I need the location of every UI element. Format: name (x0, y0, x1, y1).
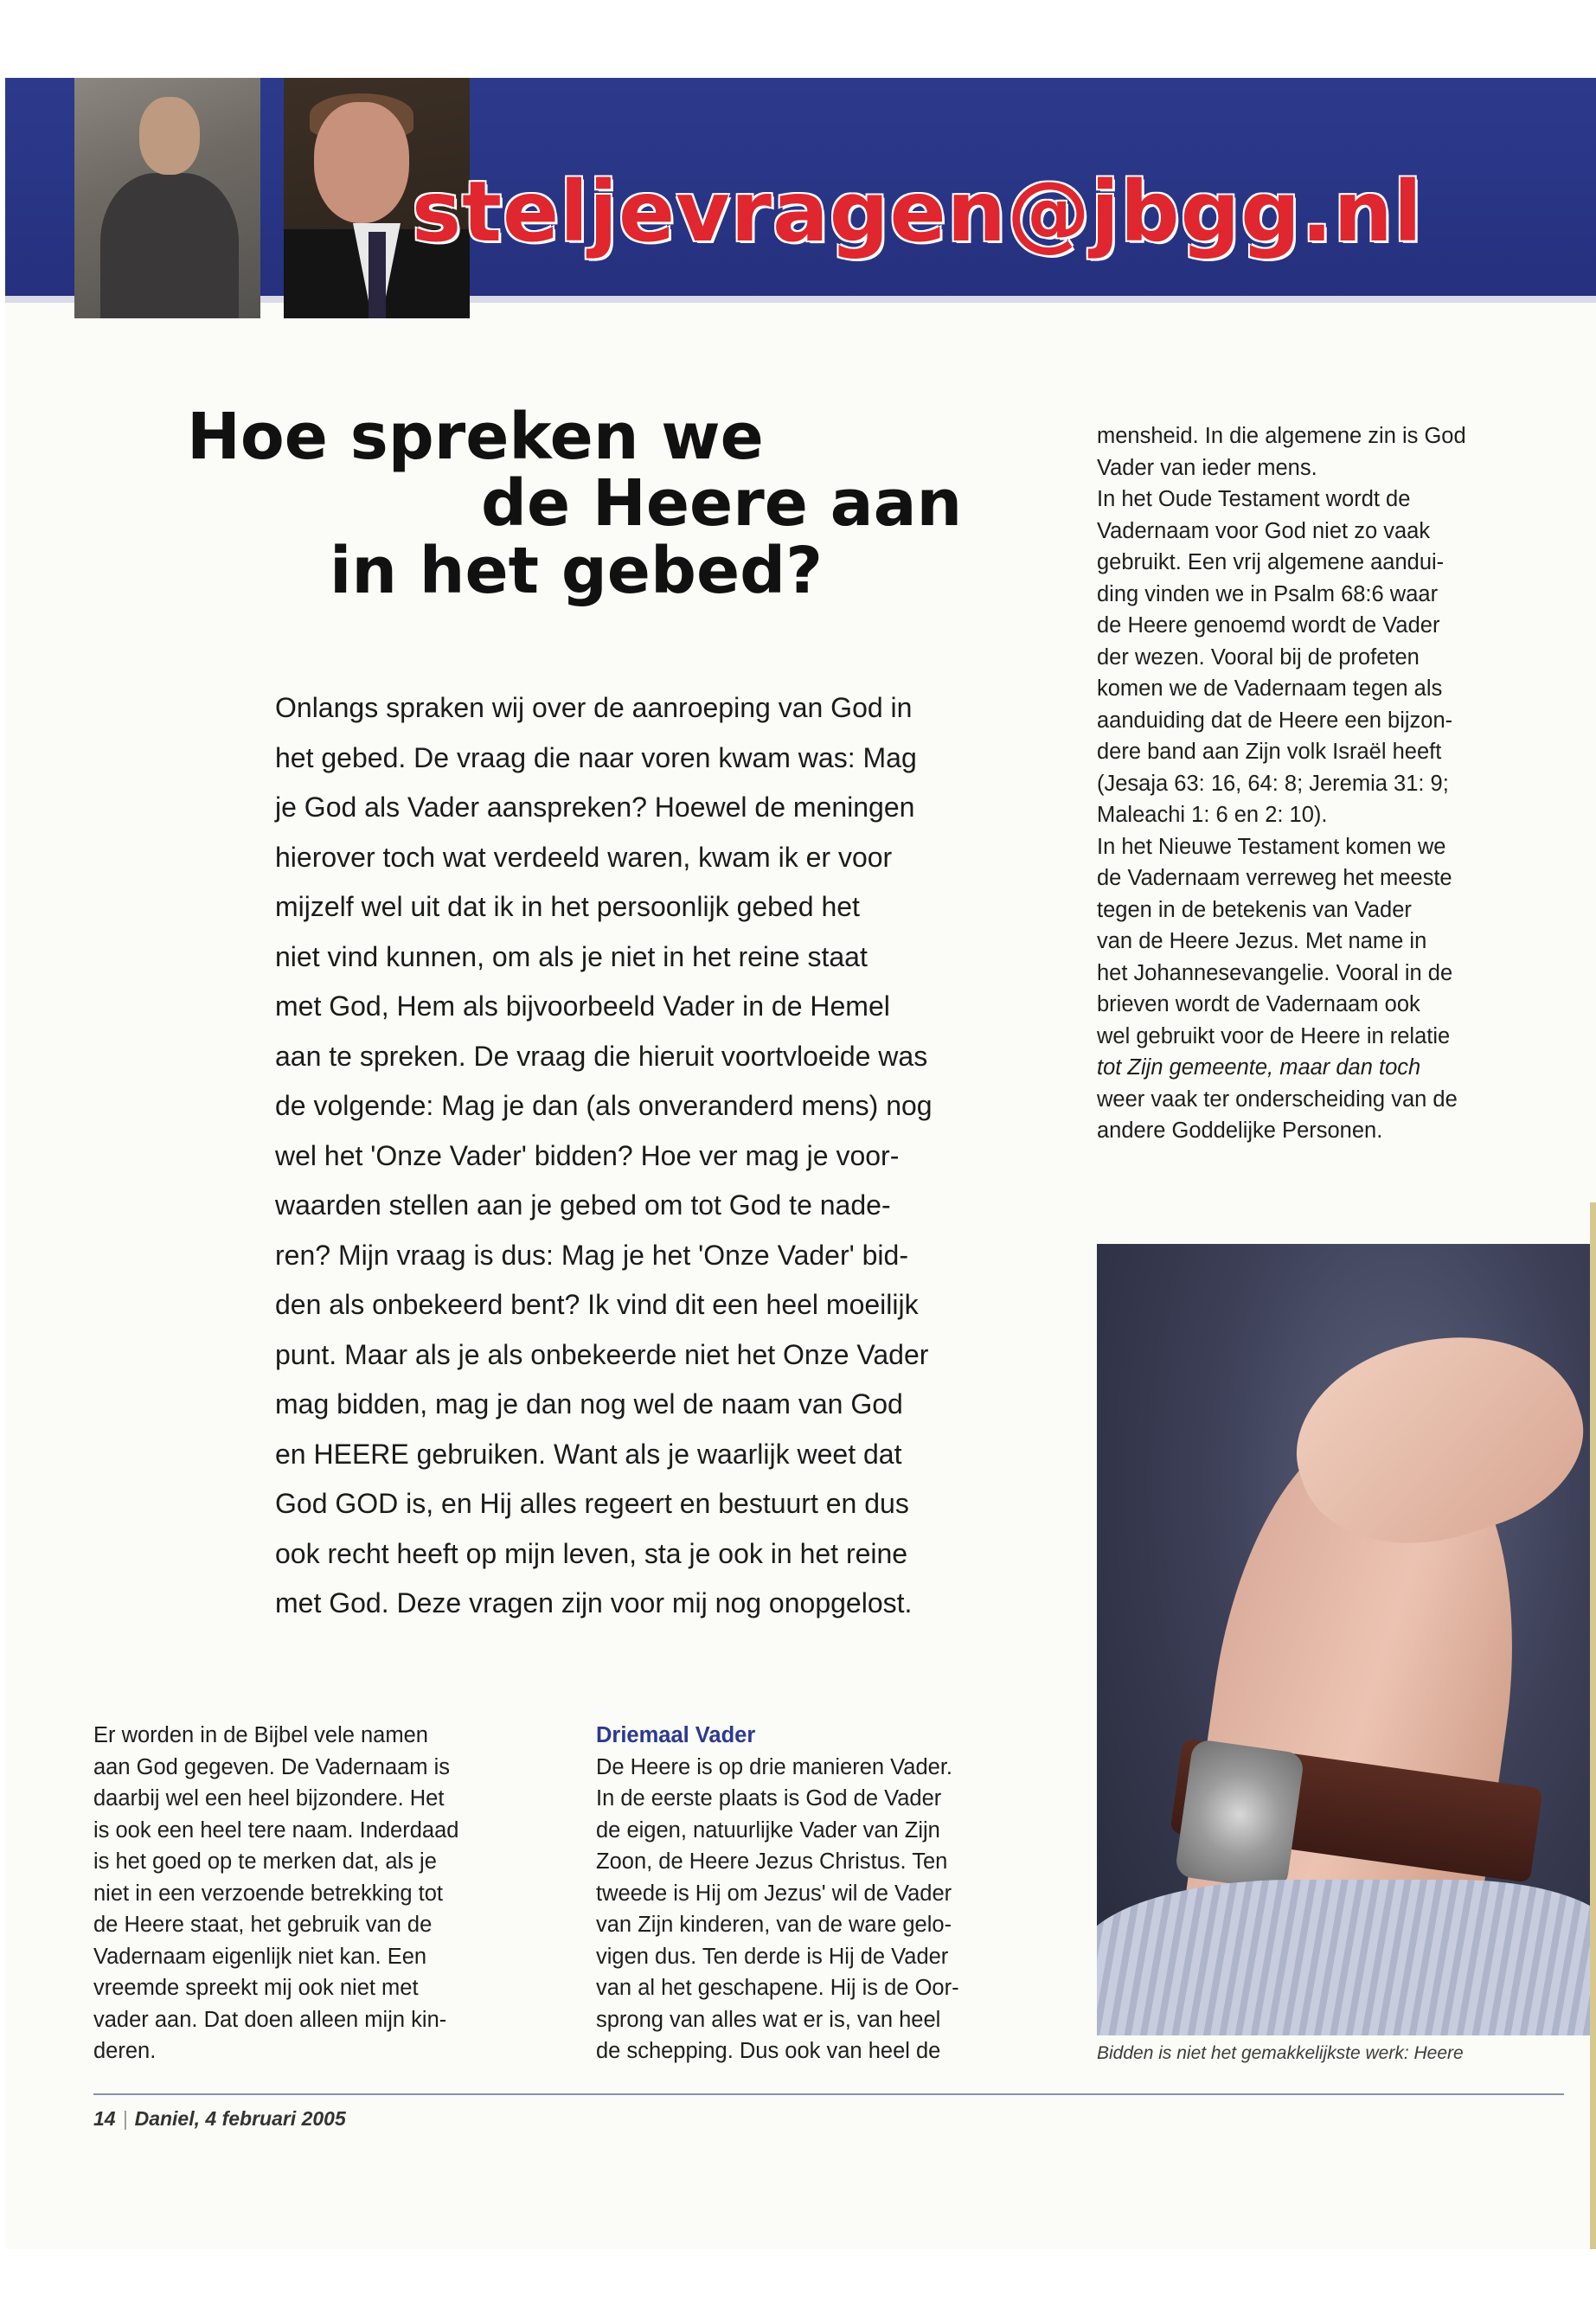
answer-line: niet in een verzoende betrekking tot (93, 1881, 444, 1906)
question-line: en HEERE gebruiken. Want als je waarlijk weet dat (275, 1438, 902, 1470)
answer-line: van de Heere Jezus. Met name in (1097, 929, 1427, 953)
publication-info: Daniel, 4 februari 2005 (134, 2107, 346, 2130)
answer-line: de Heere staat, het gebruik van de (93, 1913, 433, 1937)
answer-line: In het Nieuwe Testament komen we (1097, 834, 1446, 859)
question-line: Onlangs spraken wij over de aanroeping van God in (275, 692, 913, 723)
answer-line: van Zijn kinderen, van de ware gelo- (596, 1913, 952, 1937)
answer-line: is het goed op te merken dat, als je (93, 1849, 437, 1874)
answer-line: de eigen, natuurlijke Vader van Zijn (596, 1817, 940, 1843)
answer-column-a (93, 1720, 561, 2067)
answer-line: van al het geschapene. Hij is de Oor- (596, 1976, 959, 2000)
page-number: 14 (93, 2107, 116, 2130)
question-line: mag bidden, mag je dan nog wel de naam van God (275, 1388, 903, 1420)
answer-line: de schepping. Dus ook van heel de (596, 2039, 941, 2063)
answer-line: Er worden in de Bijbel vele namen (93, 1723, 428, 1747)
answer-line: Vadernaam voor God niet zo vaak (1097, 518, 1431, 543)
question-line: hierover toch wat verdeeld waren, kwam ik er voor (275, 841, 893, 873)
answer-line: wel gebruikt voor de Heere in relatie (1097, 1023, 1451, 1048)
answer-line: ding vinden we in Psalm 68:6 waar (1097, 581, 1439, 606)
answer-line: Vadernaam eigenlijk niet kan. Een (93, 1944, 427, 1969)
answer-line: aan God gegeven. De Vadernaam is (93, 1754, 451, 1779)
question-line: met God. Deze vragen zijn voor mij nog onopgelost. (275, 1587, 913, 1618)
question-line: waarden stellen aan je gebed om tot God te nade- (275, 1189, 891, 1221)
question-line: niet vind kunnen, om als je niet in het reine staat (275, 940, 868, 972)
question-line: wel het 'Onze Vader' bidden? Hoe ver mag je voor- (275, 1139, 900, 1171)
answer-line: gebruikt. Een vrij algemene aandui- (1097, 550, 1445, 574)
photo-caption: Bidden is niet het gemakkelijkste werk: Heere (1097, 2043, 1464, 2063)
page-edge-strip (1590, 1202, 1596, 2249)
answer-line: andere Goddelijke Personen. (1097, 1118, 1383, 1143)
section-heading: Driemaal Vader (596, 1723, 756, 1747)
answer-line: tweede is Hij om Jezus' wil de Vader (596, 1881, 952, 1906)
answer-line: Zoon, de Heere Jezus Christus. Ten (596, 1849, 948, 1874)
question-line: aan te spreken. De vraag die hieruit voortvloeide was (275, 1040, 928, 1072)
answer-line: mensheid. In die algemene zin is God (1097, 424, 1466, 448)
answer-line: In het Oude Testament wordt de (1097, 487, 1411, 511)
question-line: den als onbekeerd bent? Ik vind dit een heel moeilijk (275, 1289, 919, 1320)
answer-line: deren. (93, 2039, 157, 2063)
answer-line: tegen in de betekenis van Vader (1097, 897, 1412, 922)
answer-line: vigen dus. Ten derde is Hij de Vader (596, 1944, 949, 1969)
answer-line: De Heere is op drie manieren Vader. (596, 1754, 952, 1779)
footer-divider (93, 2093, 1564, 2095)
answer-line: weer vaak ter onderscheiding van de (1097, 1086, 1458, 1112)
answer-line: (Jesaja 63: 16, 64: 8; Jeremia 31: 9; (1097, 771, 1449, 796)
answer-line: komen we de Vadernaam tegen als (1097, 676, 1443, 701)
answer-line: sprong van alles wat er is, van heel (596, 2007, 941, 2032)
question-line: God GOD is, en Hij alles regeert en bestuurt en dus (275, 1488, 909, 1519)
answer-line: daarbij wel een heel bijzondere. Het (93, 1786, 445, 1811)
header-email[interactable]: steljevragen@jbgg.nl (412, 163, 1423, 260)
answer-line: vreemde spreekt mij ook niet met (93, 1976, 419, 2000)
answer-line: der wezen. Vooral bij de profeten (1097, 644, 1420, 670)
answer-line: dere band aan Zijn volk Israël heeft (1097, 740, 1442, 764)
praying-hands-photo (1097, 1244, 1596, 2035)
page-footer (93, 2107, 346, 2131)
speaker-photo-left (74, 78, 260, 318)
answer-line: de Vadernaam verreweg het meeste (1097, 866, 1452, 890)
answer-line: brieven wordt de Vadernaam ook (1097, 992, 1420, 1016)
reader-question (275, 683, 1036, 1629)
answer-line: aanduiding dat de Heere een bijzon- (1097, 708, 1453, 733)
question-line: punt. Maar als je als onbekeerde niet het Onze Vader (275, 1338, 929, 1370)
answer-line: Maleachi 1: 6 en 2: 10). (1097, 803, 1328, 827)
article-title-line-2: de Heere aan (481, 466, 963, 541)
answer-column-right (1097, 420, 1564, 1147)
article-title-line-3: in het gebed? (330, 534, 824, 608)
question-line: met God, Hem als bijvoorbeeld Vader in de Hemel (275, 990, 890, 1022)
answer-line: tot Zijn gemeente, maar dan toch (1097, 1055, 1421, 1080)
question-line: ook recht heeft op mijn leven, sta je ook in het reine (275, 1537, 908, 1569)
answer-column-b (596, 1720, 1063, 2067)
answer-line: vader aan. Dat doen alleen mijn kin- (93, 2007, 447, 2032)
question-line: je God als Vader aanspreken? Hoewel de meningen (275, 792, 915, 823)
answer-line: de Heere genoemd wordt de Vader (1097, 613, 1440, 638)
answer-line: Vader van ieder mens. (1097, 455, 1317, 480)
article-title-line-1: Hoe spreken we (187, 400, 764, 474)
question-line: het gebed. De vraag die naar voren kwam was: Mag (275, 741, 917, 773)
question-line: ren? Mijn vraag is dus: Mag je het 'Onze Vader' bid- (275, 1239, 908, 1271)
question-line: mijzelf wel uit dat ik in het persoonlijk gebed het (275, 891, 860, 922)
answer-line: In de eerste plaats is God de Vader (596, 1786, 942, 1811)
wristwatch-icon (1174, 1739, 1304, 1892)
answer-line: het Johannesevangelie. Vooral in de (1097, 960, 1453, 985)
footer-separator: | (122, 2107, 128, 2130)
question-line: de volgende: Mag je dan (als onveranderd mens) nog (275, 1090, 933, 1121)
magazine-page (5, 78, 1596, 2249)
answer-line: is ook een heel tere naam. Inderdaad (93, 1817, 459, 1843)
